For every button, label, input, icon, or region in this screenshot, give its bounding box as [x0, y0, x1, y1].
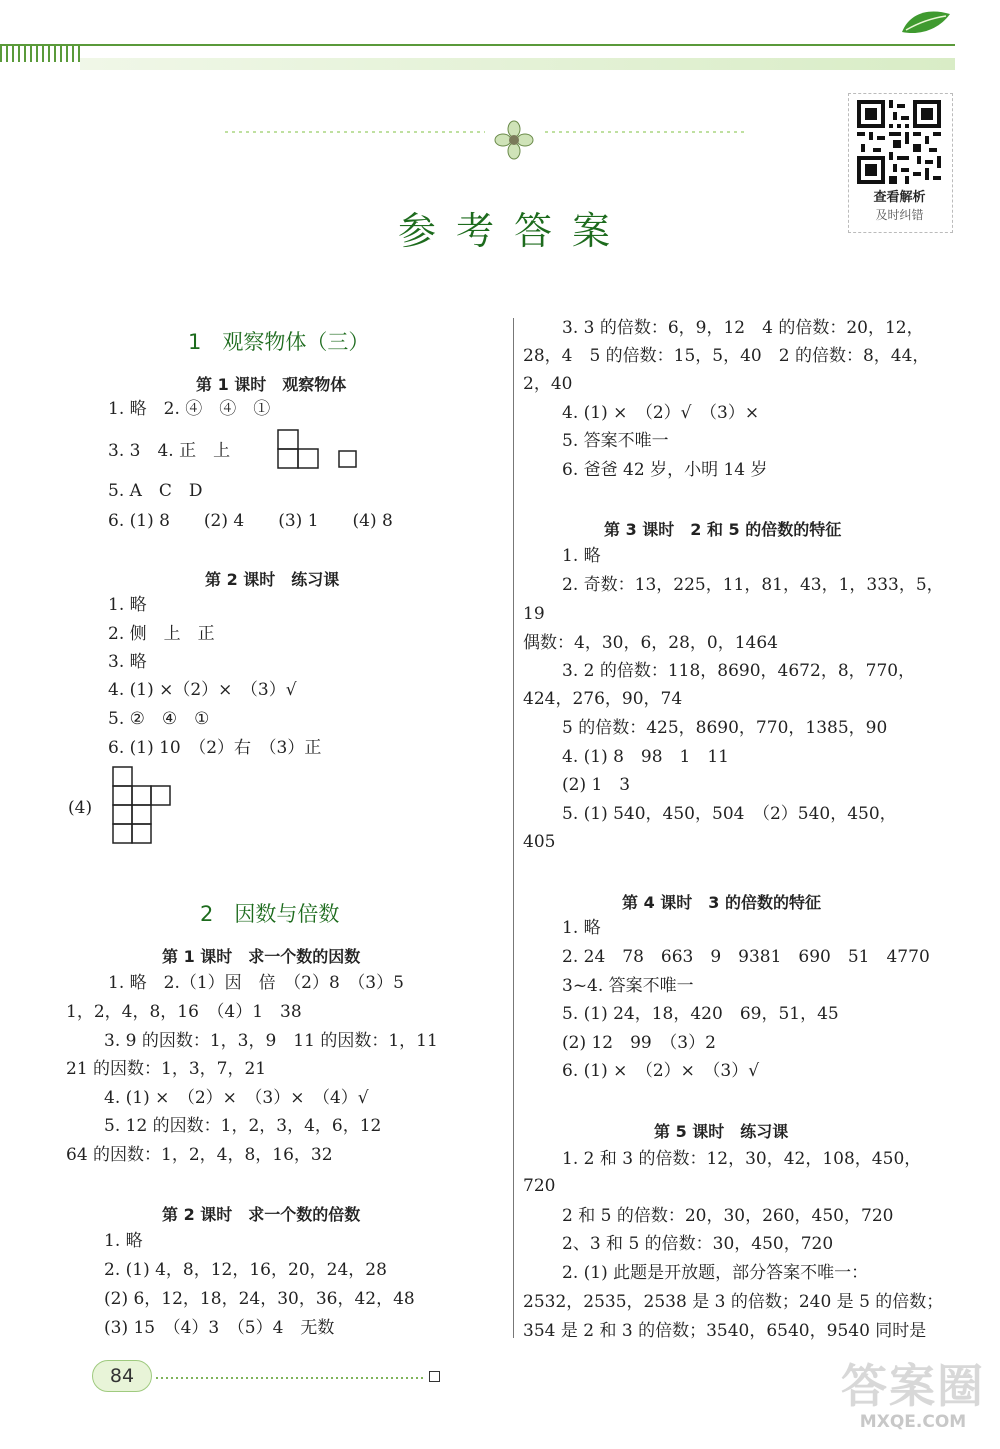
- section-title-factors: 2 因数与倍数: [200, 902, 340, 926]
- view-diagram-icon: [276, 428, 366, 472]
- title-dots-left: [225, 131, 485, 133]
- lesson-title: 第 3 课时 2 和 5 的倍数的特征: [604, 520, 842, 539]
- answer-line: 3. 9 的因数：1，3，9 11 的因数：1，11: [104, 1031, 438, 1051]
- answer-line: 1. 略: [562, 546, 601, 566]
- answer-line: 6. (1) × （2）× （3）√: [562, 1061, 760, 1081]
- answer-line: 424，276，90，74: [523, 689, 683, 709]
- answer-line: 4. (1) 8 98 1 11: [562, 747, 730, 767]
- answer-line: 405: [523, 832, 556, 852]
- answer-line: 1. 略: [108, 595, 147, 615]
- answer-line: 3. 略: [108, 652, 147, 672]
- qr-label-main: 查看解析: [873, 190, 926, 205]
- watermark: [838, 1360, 988, 1440]
- answer-line: (2) 6，12，18，24，30，36，42，48: [104, 1289, 415, 1309]
- answer-line: 6. 爸爸 42 岁，小明 14 岁: [562, 460, 768, 480]
- answer-line: 720: [523, 1176, 556, 1196]
- answer-line: (4): [68, 798, 93, 818]
- answer-line: 2. (1) 此题是开放题，部分答案不唯一：: [562, 1263, 869, 1283]
- answer-line: 5. 答案不唯一: [562, 431, 669, 451]
- answer-line: 354 是 2 和 3 的倍数；3540，6540，9540 同时是: [523, 1321, 927, 1341]
- answer-line: 5. A C D: [108, 481, 203, 501]
- header-ticks: [0, 44, 80, 62]
- lesson-title: 第 4 课时 3 的倍数的特征: [622, 893, 821, 912]
- answer-line: (2) 1 3: [562, 775, 631, 795]
- lesson-title: 第 2 课时 求一个数的倍数: [162, 1205, 361, 1224]
- answer-line: 1. 2 和 3 的倍数：12，30，42，108，450，: [562, 1149, 922, 1169]
- answer-line: 2 和 5 的倍数：20，30，260，450，720: [562, 1206, 894, 1226]
- answer-line: 28，4 5 的倍数：15，5，40 2 的倍数：8，44，: [523, 346, 930, 366]
- answer-line: 1. 略 2.（1）因 倍 （2）8 （3）5: [108, 973, 404, 993]
- footer-square-icon: [429, 1371, 440, 1382]
- leaf-icon: [900, 6, 952, 36]
- watermark-logo: 答案圈: [841, 1359, 985, 1413]
- answer-line: 21 的因数：1，3，7，21: [66, 1059, 267, 1079]
- answer-line: 4. (1) × （2）√ （3）×: [562, 403, 760, 423]
- answer-line: 64 的因数：1，2，4，8，16，32: [66, 1145, 333, 1165]
- answer-line: 3. 2 的倍数：118，8690，4672，8，770，: [562, 661, 916, 681]
- answer-line: 6. (1) 10 （2）右 （3）正: [108, 738, 322, 758]
- lesson-title: 第 1 课时 求一个数的因数: [162, 947, 361, 966]
- answer-line: 3. 3 的倍数：6，9，12 4 的倍数：20，12，: [562, 318, 924, 338]
- answer-line: 2. 24 78 663 9 9381 690 51 4770: [562, 947, 930, 967]
- page-title: 参考答案: [398, 209, 631, 253]
- qr-code-icon[interactable]: [857, 100, 941, 184]
- answer-line: 4. (1) × （2）× （3）× （4）√: [104, 1088, 369, 1108]
- answer-line: 1. 略: [104, 1231, 143, 1251]
- answer-line: 2532，2535，2538 是 3 的倍数；240 是 5 的倍数；: [523, 1292, 944, 1312]
- flower-icon: [494, 120, 534, 160]
- answer-line: 6. (1) 8 (2) 4 (3) 1 (4) 8: [108, 511, 393, 531]
- answer-line: (3) 15 （4）3 （5）4 无数: [104, 1318, 335, 1338]
- lesson-title: 第 5 课时 练习课: [654, 1122, 789, 1141]
- column-divider: [513, 318, 514, 1338]
- answer-line: 3~4. 答案不唯一: [562, 976, 694, 996]
- watermark-url: MXQE.COM: [859, 1412, 967, 1432]
- answer-line: 1. 略: [562, 918, 601, 938]
- answer-line: 3. 3 4. 正 上: [108, 441, 231, 461]
- answer-line: (2) 12 99 （3）2: [562, 1033, 716, 1053]
- answer-line: 5. ② ④ ①: [108, 709, 210, 729]
- answer-line: 2. 侧 上 正: [108, 624, 215, 644]
- section-title-observe: 1 观察物体（三）: [188, 330, 370, 354]
- answer-line: 19: [523, 604, 545, 624]
- answer-line: 1. 略 2. ④ ④ ①: [108, 399, 271, 419]
- answer-line: 偶数：4，30，6，28，0，1464: [523, 633, 778, 653]
- answer-line: 2. (1) 4，8，12，16，20，24，28: [104, 1260, 387, 1280]
- answer-line: 2、3 和 5 的倍数：30，450，720: [562, 1234, 834, 1254]
- answer-line: 5 的倍数：425，8690，770，1385，90: [562, 718, 888, 738]
- lesson-title: 第 1 课时 观察物体: [196, 375, 347, 394]
- answer-line: 1，2，4，8，16 （4）1 38: [66, 1002, 302, 1022]
- answer-line: 2，40: [523, 374, 573, 394]
- header-band: [80, 58, 955, 70]
- footer-dots: [156, 1377, 426, 1379]
- answer-line: 2. 奇数：13，225，11，81，43，1，333，5，: [562, 575, 944, 595]
- answer-line: 4. (1) ×（2）× （3）√: [108, 680, 297, 700]
- answer-line: 5. 12 的因数：1，2，3，4，6，12: [104, 1116, 382, 1136]
- qr-label-sub: 及时纠错: [875, 208, 924, 222]
- answer-line: 5. (1) 540，450，504 （2）540，450，: [562, 804, 897, 824]
- lesson-title: 第 2 课时 练习课: [205, 570, 340, 589]
- view-diagram-icon: [111, 765, 175, 847]
- page-number: 84: [92, 1360, 152, 1392]
- title-dots-right: [545, 131, 745, 133]
- answer-line: 5. (1) 24，18，420 69，51，45: [562, 1004, 839, 1024]
- header-rule: [0, 44, 955, 46]
